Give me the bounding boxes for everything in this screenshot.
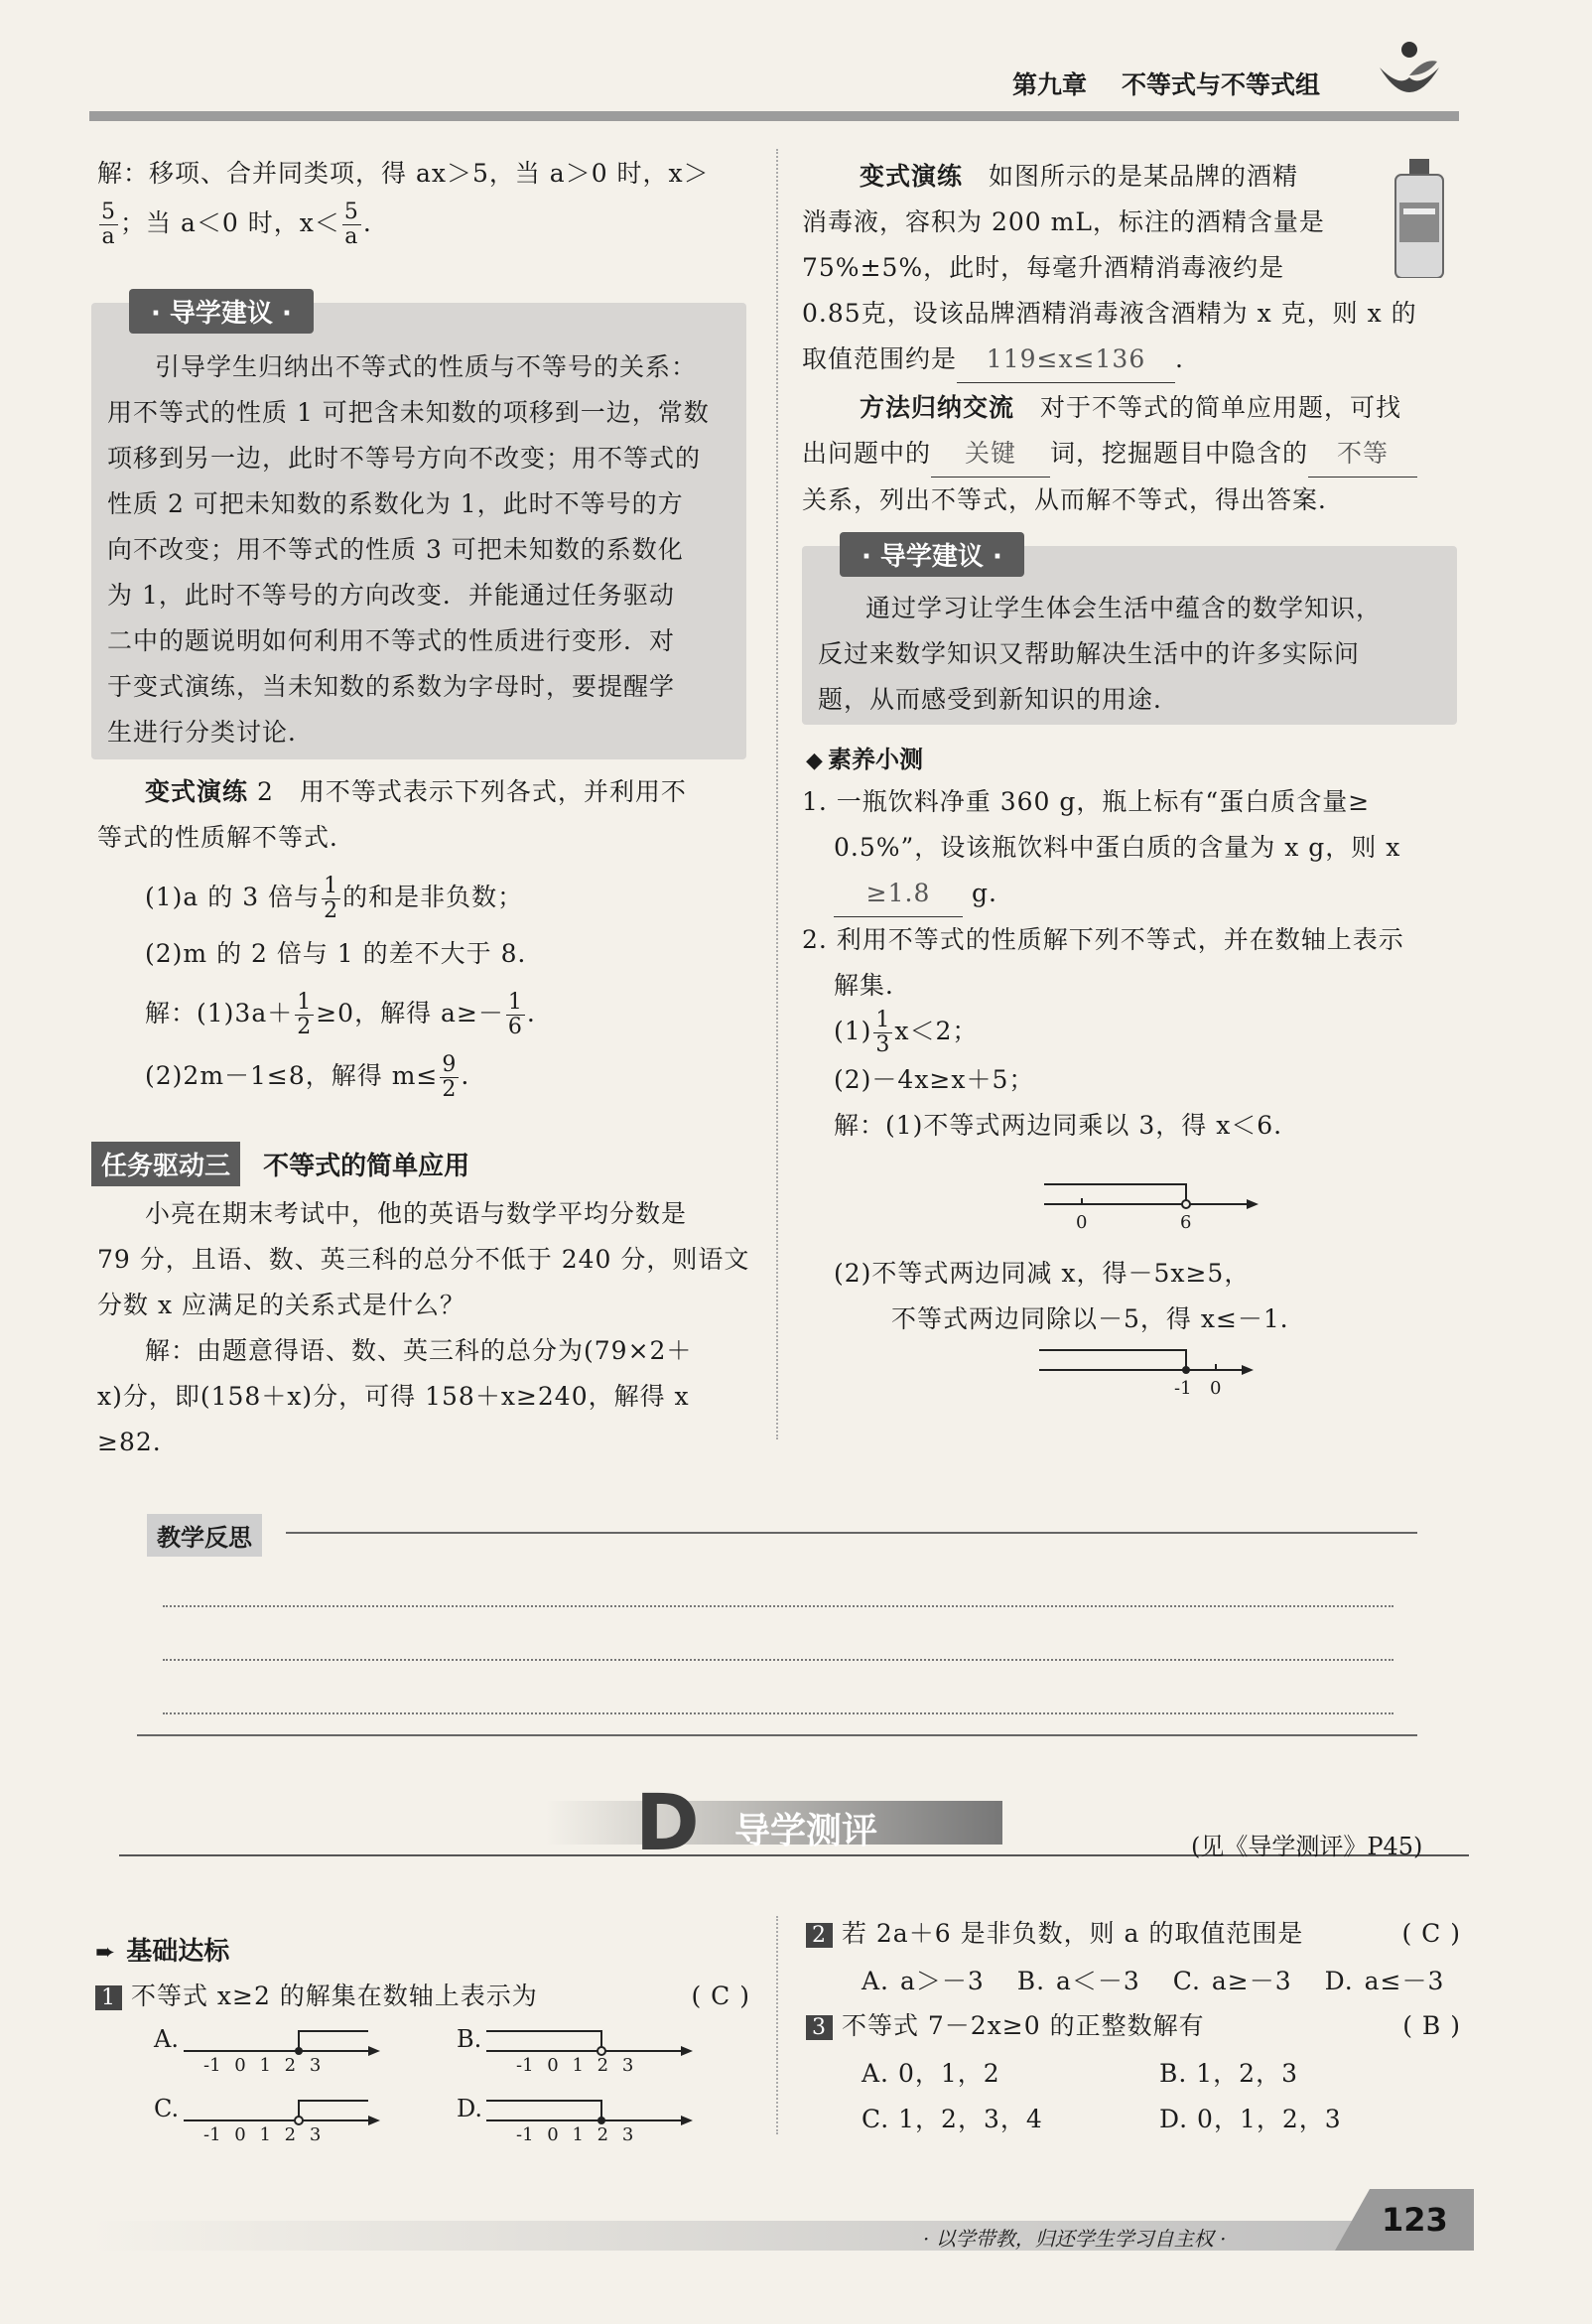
axis-tick-label: 6 — [1180, 1212, 1192, 1233]
guide-line: 用不等式的性质 1 可把含未知数的项移到一边，常数 — [107, 398, 710, 427]
guide-line: 题，从而感受到新知识的用途． — [818, 685, 1180, 714]
number-line-1 — [1042, 1176, 1260, 1236]
section-letter: D — [635, 1779, 700, 1868]
solution-text: ≥0，解得 a≥－ — [316, 999, 504, 1027]
exercise-line: 75%±5%，此时，每毫升酒精消毒液约是 — [802, 253, 1285, 282]
quiz-tag: 素养小测 — [828, 746, 924, 773]
solution-1 — [97, 151, 752, 249]
exercise-line: 等式的性质解不等式． — [97, 823, 356, 852]
page-header — [89, 52, 1459, 121]
question-text: 不等式 7－2x≥0 的正整数解有 — [841, 2011, 1205, 2040]
exercise-2 — [97, 769, 752, 1102]
option-text: D. 0，1，2，3 — [1159, 2105, 1342, 2133]
guide-line: 性质 2 可把未知数的系数化为 1，此时不等号的方 — [107, 489, 684, 518]
denominator: 2 — [297, 1015, 313, 1039]
guide-line: 通过学习让学生体会生活中蕴含的数学知识， — [865, 594, 1383, 622]
task-line: 小亮在期末考试中，他的英语与数学平均分数是 — [145, 1199, 688, 1228]
answer-blank: ≥1.8 — [834, 871, 963, 917]
axis-tick-label: 0 — [1076, 1212, 1088, 1233]
quiz-header — [806, 740, 923, 774]
exercise-line: 0.85克，设该品牌酒精消毒液含酒精为 x 克，则 x 的 — [802, 299, 1417, 328]
guide-box-1 — [91, 299, 746, 759]
denominator: 2 — [324, 898, 339, 923]
fraction — [506, 991, 525, 1039]
answer-blank: 关键 — [931, 431, 1050, 478]
question-number: 1 — [95, 1985, 122, 2010]
quiz-line: 1. 一瓶饮料净重 360 g，瓶上标有“蛋白质含量≥ — [802, 787, 1371, 816]
chapter-title: 不等式与不等式组 — [1122, 70, 1321, 99]
tick-label: 2 — [597, 2055, 609, 2076]
chapter-number: 第九章 — [1012, 70, 1088, 99]
method-line: 对于不等式的简单应用题，可找 — [1040, 393, 1402, 422]
page-number: 123 — [1382, 2201, 1448, 2239]
answer-blank: 119≤x≤136 — [957, 337, 1175, 383]
quiz-unit: g. — [971, 879, 997, 907]
basic-column-divider — [776, 1916, 778, 2134]
solution-text: . — [461, 1061, 470, 1090]
exercise-title: 变式演练 — [145, 777, 249, 806]
tick-label: 0 — [234, 2055, 246, 2076]
numerator: 5 — [343, 200, 359, 224]
tick-label: 3 — [309, 2124, 322, 2145]
writing-line — [163, 1659, 1393, 1661]
quiz-line: 2. 利用不等式的性质解下列不等式，并在数轴上表示 — [802, 925, 1404, 954]
guide-line: 生进行分类讨论． — [107, 718, 315, 747]
exercise-line: 消毒液，容积为 200 mL，标注的酒精含量是 — [802, 207, 1325, 236]
tick-label: 1 — [259, 2055, 271, 2076]
number-line-2 — [1037, 1342, 1256, 1402]
fraction — [342, 201, 361, 249]
option-text: D. a≤－3 — [1324, 1967, 1445, 1995]
task-line: 分数 x 应满足的关系式是什么？ — [97, 1291, 465, 1319]
numerator: 1 — [875, 1008, 891, 1032]
task-3-header — [91, 1142, 469, 1186]
solution-1-mid: ；当 a＜0 时，x＜ — [120, 208, 340, 237]
option-text: C. a≥－3 — [1172, 1967, 1292, 1995]
section-reference: (见《导学测评》P45) — [1191, 1833, 1423, 1860]
tick-label: 3 — [621, 2055, 634, 2076]
numerator: 1 — [324, 874, 339, 898]
quiz-line: 0.5%”，设该瓶饮料中蛋白质的含量为 x g，则 x — [834, 833, 1401, 862]
solution-text: 解：(1)3a＋ — [145, 999, 294, 1027]
denominator: a — [344, 224, 359, 249]
right-exercise — [802, 154, 1457, 523]
answer-choice: ( B ) — [1402, 2011, 1461, 2040]
fraction — [322, 875, 340, 923]
fraction — [440, 1053, 459, 1102]
writing-line — [163, 1712, 1393, 1714]
quiz-body — [802, 779, 1457, 1149]
option-label: B. — [457, 2025, 482, 2053]
basic-tag: 基础达标 — [126, 1937, 230, 1967]
guide-line: 反过来数学知识又帮助解决生活中的许多实际问 — [818, 639, 1361, 668]
exercise-line: 如图所示的是某品牌的酒精 — [989, 162, 1299, 191]
answer-choice: ( C ) — [1401, 1919, 1461, 1948]
tick-label: 2 — [597, 2124, 609, 2145]
denominator: a — [101, 224, 116, 249]
task-line: 79 分，且语、数、英三科的总分不低于 240 分，则语文 — [97, 1245, 750, 1274]
column-divider — [776, 149, 778, 1439]
task-solution: 解：由题意得语、数、英三科的总分为(79×2＋ — [145, 1336, 693, 1365]
tick-label: 2 — [284, 2055, 297, 2076]
tick-label: 0 — [234, 2124, 246, 2145]
guide-tag: · 导学建议 · — [840, 532, 1024, 577]
method-line: 词，挖掘题目中隐含的 — [1050, 439, 1309, 468]
guide-text — [107, 344, 732, 755]
basic-header — [95, 1931, 229, 1968]
option-text: A. a＞－3 — [862, 1967, 985, 1995]
numerator: 5 — [101, 200, 116, 224]
method-line: 出问题中的 — [802, 439, 932, 468]
header-rule — [89, 111, 1459, 121]
question-text: 不等式 x≥2 的解集在数轴上表示为 — [130, 1982, 538, 2010]
exercise-line: . — [1175, 344, 1184, 373]
quiz-line: (2)－4x≥x＋5； — [834, 1065, 1035, 1094]
task-title: 不等式的简单应用 — [263, 1152, 470, 1181]
option-text: B. a＜－3 — [1016, 1967, 1140, 1995]
option-label: A. — [154, 2025, 179, 2053]
section-d-banner — [119, 1779, 1469, 1868]
option-text: C. 1，2，3，4 — [862, 2105, 1043, 2133]
reflection-bottom-rule — [137, 1734, 1417, 1736]
solution-text: . — [526, 999, 536, 1027]
tick-label: -1 — [516, 2055, 534, 2076]
fraction — [99, 201, 118, 249]
section-title: 导学测评 — [734, 1811, 878, 1851]
solution-text: (2)2m－1≤8，解得 m≤ — [145, 1061, 439, 1090]
method-line: 关系，列出不等式，从而解不等式，得出答案． — [802, 485, 1345, 514]
fraction — [873, 1009, 892, 1057]
question-text: (1)a 的 3 倍与 — [145, 883, 321, 911]
tick-label: 0 — [547, 2124, 559, 2145]
tick-label: 2 — [284, 2124, 297, 2145]
solution-1-line: 解：移项、合并同类项，得 ax＞5，当 a＞0 时，x＞ — [97, 159, 710, 188]
q1-option-b — [457, 2025, 705, 2085]
writing-line — [163, 1605, 1393, 1607]
guide-line: 引导学生归纳出不等式的性质与不等号的关系： — [155, 352, 698, 381]
option-text: A. 0，1，2 — [862, 2059, 1000, 2088]
denominator: 3 — [875, 1032, 891, 1057]
question-number: 2 — [806, 1923, 833, 1948]
page-footer — [0, 2189, 1592, 2258]
question-text: 的和是非负数； — [342, 883, 524, 911]
quiz-solution: 不等式两边同除以－5，得 x≤－1． — [891, 1304, 1306, 1333]
tick-label: -1 — [203, 2124, 221, 2145]
guide-tag: · 导学建议 · — [129, 289, 314, 334]
leaf-person-icon — [1370, 38, 1449, 107]
guide-text — [818, 586, 1443, 723]
tick-label: 1 — [572, 2055, 584, 2076]
exercise-line: 取值范围约是 — [802, 344, 958, 373]
task-solution: x)分，即(158＋x)分，可得 158＋x≥240，解得 x — [97, 1382, 690, 1411]
q1 — [95, 1974, 750, 2021]
option-label: D. — [457, 2095, 483, 2122]
tick-label: -1 — [516, 2124, 534, 2145]
footer-band — [89, 2221, 1469, 2251]
guide-line: 项移到另一边，此时不等号方向不改变；用不等式的 — [107, 444, 702, 473]
tick-label: 3 — [309, 2055, 322, 2076]
q2 — [806, 1911, 1461, 2004]
denominator: 2 — [442, 1077, 458, 1102]
task-tag: 任务驱动三 — [91, 1142, 240, 1186]
guide-line: 于变式演练，当未知数的系数为字母时，要提醒学 — [107, 672, 676, 701]
question-number: 3 — [806, 2015, 833, 2040]
footer-slogan: · 以学带教，归还学生学习自主权 · — [923, 2227, 1227, 2251]
quiz-solution-2 — [834, 1251, 1459, 1342]
arrow-icon: ➨ — [95, 1938, 116, 1966]
tick-label: 0 — [547, 2055, 559, 2076]
question-text: 若 2a＋6 是非负数，则 a 的取值范围是 — [841, 1919, 1304, 1948]
task-3-body — [97, 1191, 752, 1465]
solution-1-end: . — [362, 208, 372, 237]
exercise-number: 2 — [256, 777, 274, 806]
guide-box-2 — [802, 542, 1457, 725]
answer-choice: ( C ) — [691, 1982, 750, 2010]
quiz-line: (1) — [834, 1017, 872, 1045]
guide-line: 为 1，此时不等号的方向改变．并能通过任务驱动 — [107, 581, 675, 610]
question-text: (2)m 的 2 倍与 1 的差不大于 8． — [145, 939, 544, 968]
task-solution: ≥82. — [97, 1428, 162, 1456]
option-text: B. 1，2，3 — [1159, 2059, 1298, 2088]
numerator: 1 — [507, 990, 523, 1015]
quiz-line: x＜2； — [894, 1017, 979, 1045]
denominator: 6 — [507, 1015, 523, 1039]
answer-blank: 不等 — [1308, 431, 1417, 478]
quiz-line: 解集． — [834, 971, 912, 1000]
exercise-line: 用不等式表示下列各式，并利用不 — [299, 777, 687, 806]
q1-option-c — [154, 2095, 382, 2154]
numerator: 9 — [442, 1052, 458, 1077]
q3 — [806, 2003, 1461, 2142]
tick-label: -1 — [203, 2055, 221, 2076]
quiz-solution: (2)不等式两边同减 x，得－5x≥5， — [834, 1259, 1251, 1288]
axis-tick-label: 0 — [1210, 1378, 1222, 1399]
q1-option-a — [154, 2025, 382, 2085]
option-label: C. — [154, 2095, 180, 2122]
tick-label: 1 — [572, 2124, 584, 2145]
guide-line: 向不改变；用不等式的性质 3 可把未知数的系数化 — [107, 535, 684, 564]
q1-option-d — [457, 2095, 705, 2154]
numerator: 1 — [297, 990, 313, 1015]
diamond-icon: ◆ — [806, 749, 823, 773]
method-title: 方法归纳交流 — [860, 393, 1015, 422]
fraction — [295, 991, 314, 1039]
tick-label: 3 — [621, 2124, 634, 2145]
tick-label: 1 — [259, 2124, 271, 2145]
quiz-solution: 解：(1)不等式两边同乘以 3，得 x＜6． — [834, 1111, 1300, 1140]
exercise-title: 变式演练 — [860, 162, 964, 191]
guide-line: 二中的题说明如何利用不等式的性质进行变形．对 — [107, 626, 676, 655]
axis-tick-label: -1 — [1174, 1378, 1192, 1399]
reflection-top-rule — [286, 1532, 1417, 1534]
reflection-section — [137, 1504, 1427, 1742]
reflection-tag: 教学反思 — [147, 1514, 262, 1557]
